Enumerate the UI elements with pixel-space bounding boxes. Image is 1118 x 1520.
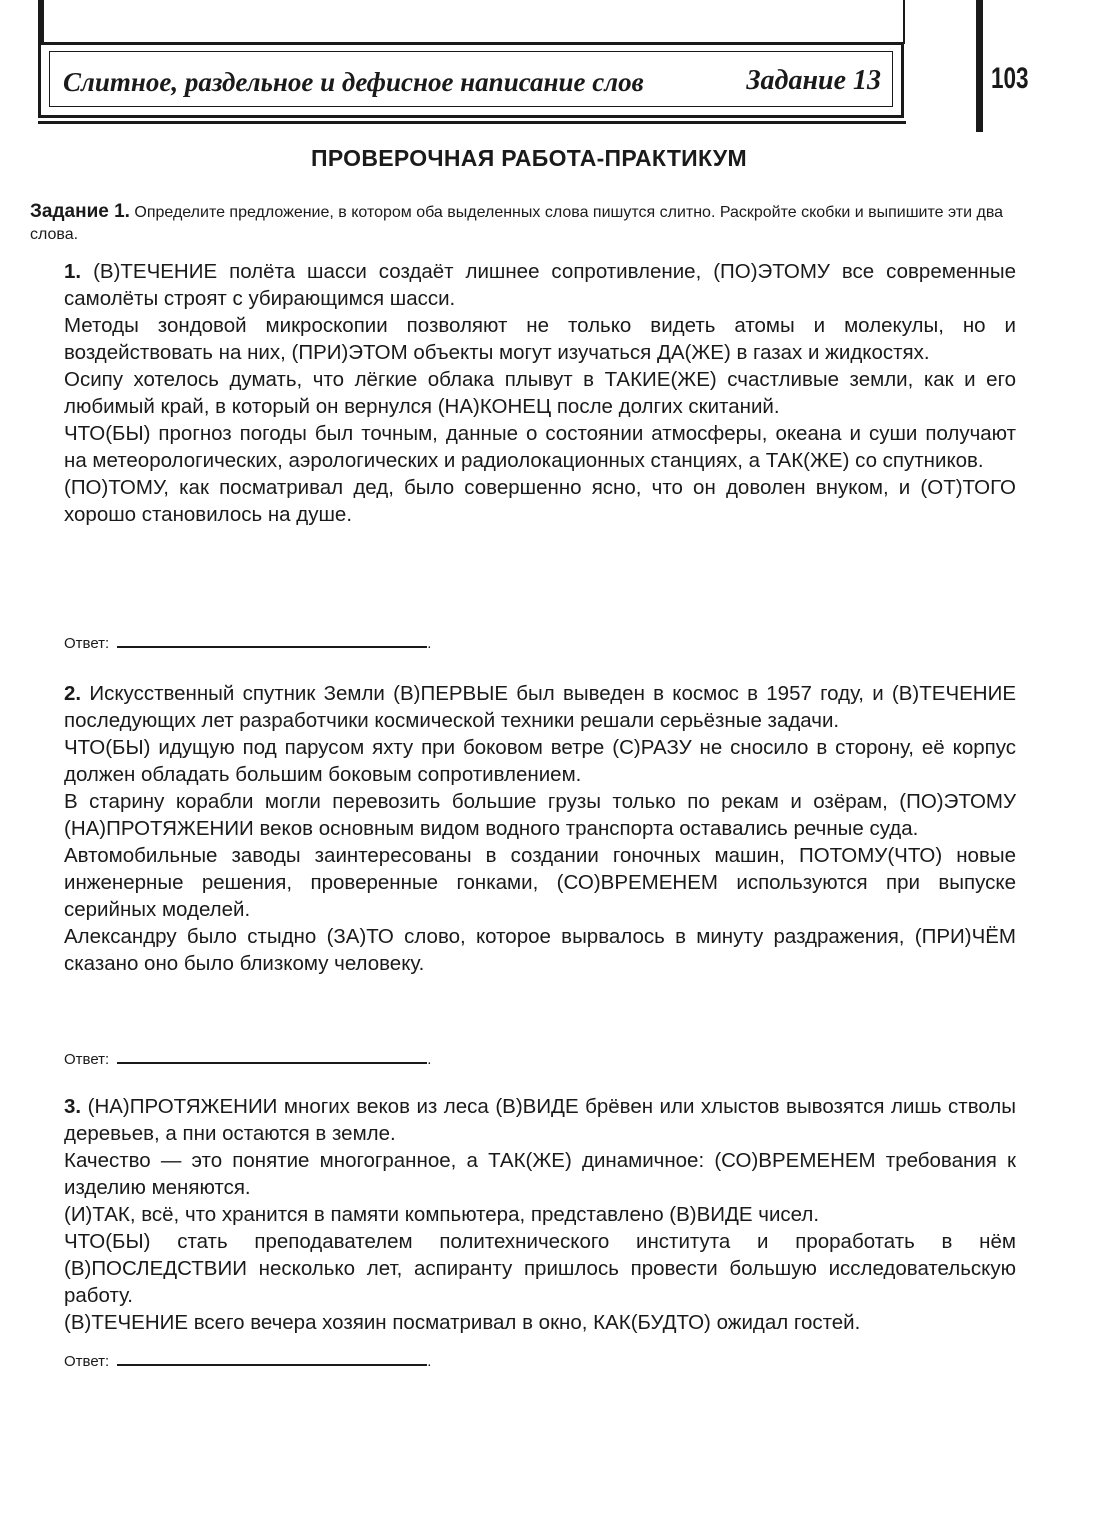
sentence: Качество — это понятие многогранное, а ТАК(ЖЕ) динамичное: (СО)ВРЕМЕНЕМ требования к изделию меняются. [64, 1149, 1016, 1199]
sentence-text: Искусственный спутник Земли (В)ПЕРВЫЕ был выведен в космос в 1957 году, и (В)ТЕЧЕНИЕ последующих лет разработчики космической техники решали серьёзные задачи. [64, 682, 1016, 732]
chapter-title: Слитное, раздельное и дефисное написание слов [63, 67, 644, 97]
sentence: Автомобильные заводы заинтересованы в создании гоночных машин, ПОТОМУ(ЧТО) новые инженерные решения, проверенные гонками, (СО)ВРЕМЕНЕМ используются при выпуске серийных моделей. [64, 844, 1016, 921]
answer-field-1[interactable] [64, 632, 431, 652]
chapter-header [38, 42, 904, 118]
task-instruction-text: Определите предложение, в котором оба выделенных слова пишутся слитно. Раскройте скобки и выпишите эти два слова. [30, 204, 1004, 243]
task-instruction [30, 201, 1015, 246]
page-number-rule [976, 0, 983, 132]
answer-period: . [427, 635, 432, 652]
block-number: 2. [64, 682, 82, 705]
exercise-block-2 [64, 680, 1016, 977]
task-label: Задание 1. [30, 201, 130, 222]
block-number: 3. [64, 1095, 82, 1118]
sentence: (В)ТЕЧЕНИЕ всего вечера хозяин посматривал в окно, КАК(БУДТО) ожидал гостей. [64, 1311, 861, 1334]
sentence: ЧТО(БЫ) стать преподавателем политехнического института и проработать в нём (В)ПОСЛЕДСТВИИ несколько лет, аспиранту пришлось провести большую исследовательскую работу. [64, 1230, 1016, 1307]
block-number: 1. [64, 260, 82, 283]
exercise-block-1 [64, 258, 1016, 528]
answer-line[interactable] [117, 1350, 427, 1366]
chapter-task-number: Задание 13 [746, 65, 881, 96]
sentence [64, 258, 1016, 312]
answer-line[interactable] [117, 1048, 427, 1064]
exercise-block-3 [64, 1093, 1016, 1336]
sentence: Осипу хотелось думать, что лёгкие облака плывут в ТАКИЕ(ЖЕ) счастливые земли, как и его любимый край, в который он вернулся (НА)КОНЕЦ после долгих скитаний. [64, 368, 1016, 418]
answer-field-3[interactable] [64, 1350, 431, 1370]
sentence [64, 680, 1016, 734]
sentence: ЧТО(БЫ) прогноз погоды был точным, данные о состоянии атмосферы, океана и суши получают на метеорологических, аэрологических и радиолокационных станциях, а ТАК(ЖЕ) со спутников. [64, 422, 1016, 472]
answer-period: . [427, 1353, 432, 1370]
answer-label: Ответ: [64, 1051, 110, 1068]
sentence-text: (В)ТЕЧЕНИЕ полёта шасси создаёт лишнее сопротивление, (ПО)ЭТОМУ все современные самолёты строят с убирающимся шасси. [64, 260, 1017, 310]
answer-field-2[interactable] [64, 1048, 431, 1068]
header-top-rule [38, 0, 44, 44]
answer-period: . [427, 1051, 432, 1068]
sentence: (ПО)ТОМУ, как посматривал дед, было совершенно ясно, что он доволен внуком, и (ОТ)ТОГО хорошо становилось на душе. [64, 476, 1016, 526]
sentence: Александру было стыдно (ЗА)ТО слово, которое вырвалось в минуту раздражения, (ПРИ)ЧЁМ сказано оно было близкому человеку. [64, 925, 1016, 975]
sentence: (И)ТАК, всё, что хранится в памяти компьютера, представлено (В)ВИДЕ чисел. [64, 1203, 820, 1226]
sentence: Методы зондовой микроскопии позволяют не только видеть атомы и молекулы, но и воздействовать на них, (ПРИ)ЭТОМ объекты могут изучаться ДА(ЖЕ) в газах и жидкостях. [64, 314, 1016, 364]
sentence: ЧТО(БЫ) идущую под парусом яхту при боковом ветре (С)РАЗУ не сносило в сторону, её корпус должен обладать большим боковым сопротивлением. [64, 736, 1016, 786]
answer-label: Ответ: [64, 1353, 110, 1370]
sentence [64, 1093, 1016, 1147]
header-top-rule-right [903, 0, 905, 44]
answer-line[interactable] [117, 632, 427, 648]
sentence: В старину корабли могли перевозить большие грузы только по рекам и озёрам, (ПО)ЭТОМУ (НА)ПРОТЯЖЕНИИ веков основным видом водного транспорта оставались речные суда. [64, 790, 1016, 840]
answer-label: Ответ: [64, 635, 110, 652]
page-title: ПРОВЕРОЧНАЯ РАБОТА-ПРАКТИКУМ [311, 145, 747, 171]
sentence-text: (НА)ПРОТЯЖЕНИИ многих веков из леса (В)ВИДЕ брёвен или хлыстов вывозятся лишь стволы деревьев, а пни остаются в земле. [64, 1095, 1017, 1145]
page-number: 103 [991, 62, 1029, 95]
